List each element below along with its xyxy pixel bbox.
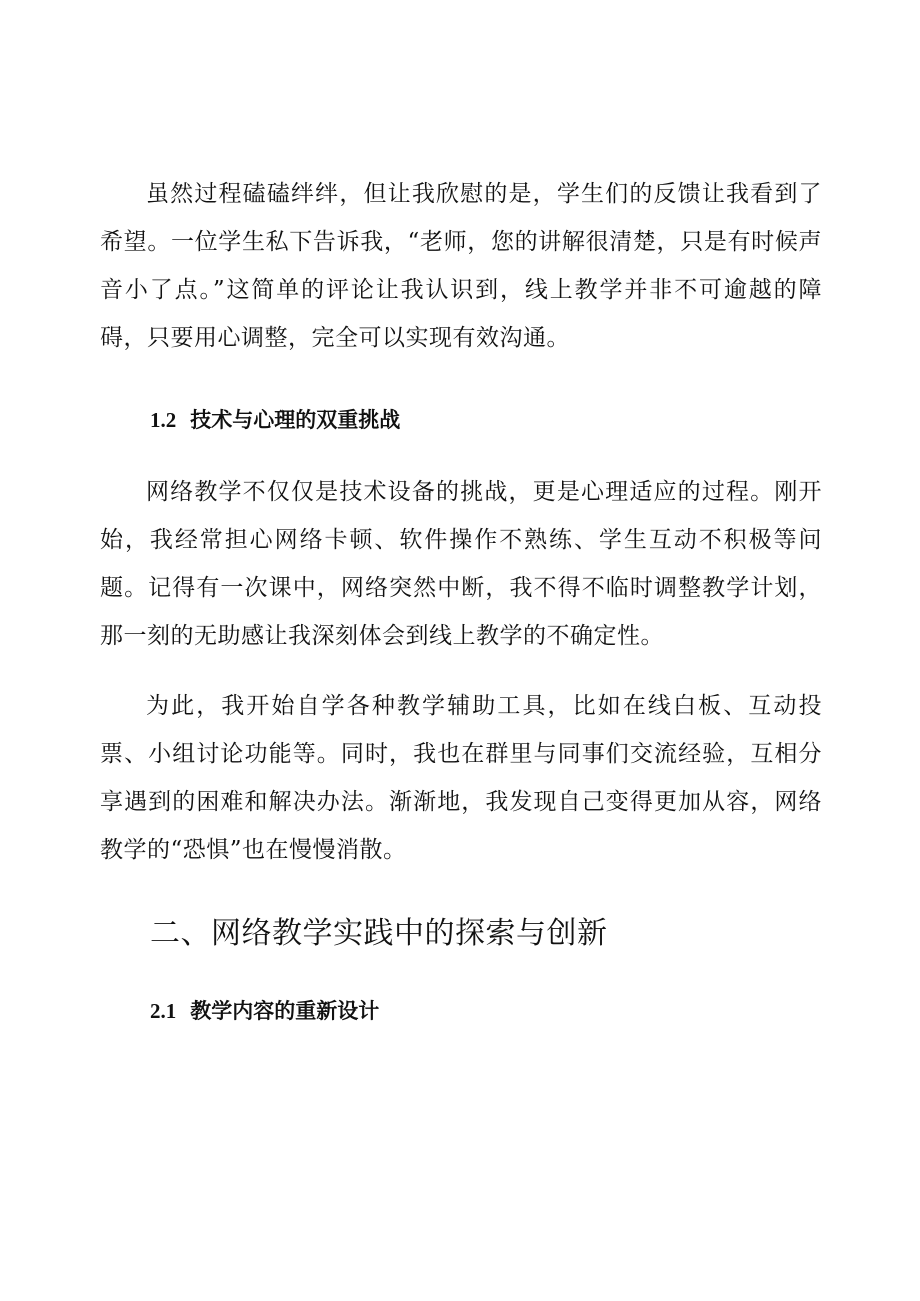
section-number: 2.1 (150, 999, 177, 1023)
section-title: 技术与心理的双重挑战 (190, 408, 401, 432)
chapter-heading-2: 二、网络教学实践中的探索与创新 (150, 916, 608, 951)
paragraph-self-learning-tools: 为此，我开始自学各种教学辅助工具，比如在线白板、互动投票、小组讨论功能等。同时，我也在群里与同事们交流经验，互相分享遇到的困难和解决办法。渐渐地，我发现自己变得更加从容，网络教学的“恐惧”也在慢慢消散。 (100, 693, 822, 863)
section-heading-1-2 (150, 404, 400, 434)
section-heading-2-1 (150, 995, 379, 1025)
section-title: 教学内容的重新设计 (190, 999, 380, 1023)
section-number: 1.2 (150, 408, 177, 432)
paragraph-tech-psych-challenge: 网络教学不仅仅是技术设备的挑战，更是心理适应的过程。刚开始，我经常担心网络卡顿、软件操作不熟练、学生互动不积极等问题。记得有一次课中，网络突然中断，我不得不临时调整教学计划，那一刻的无助感让我深刻体会到线上教学的不确定性。 (100, 479, 822, 649)
paragraph-student-feedback: 虽然过程磕磕绊绊，但让我欣慰的是，学生们的反馈让我看到了希望。一位学生私下告诉我，“老师，您的讲解很清楚，只是有时候声音小了点。”这简单的评论让我认识到，线上教学并非不可逾越的障碍，只要用心调整，完全可以实现有效沟通。 (100, 181, 822, 351)
